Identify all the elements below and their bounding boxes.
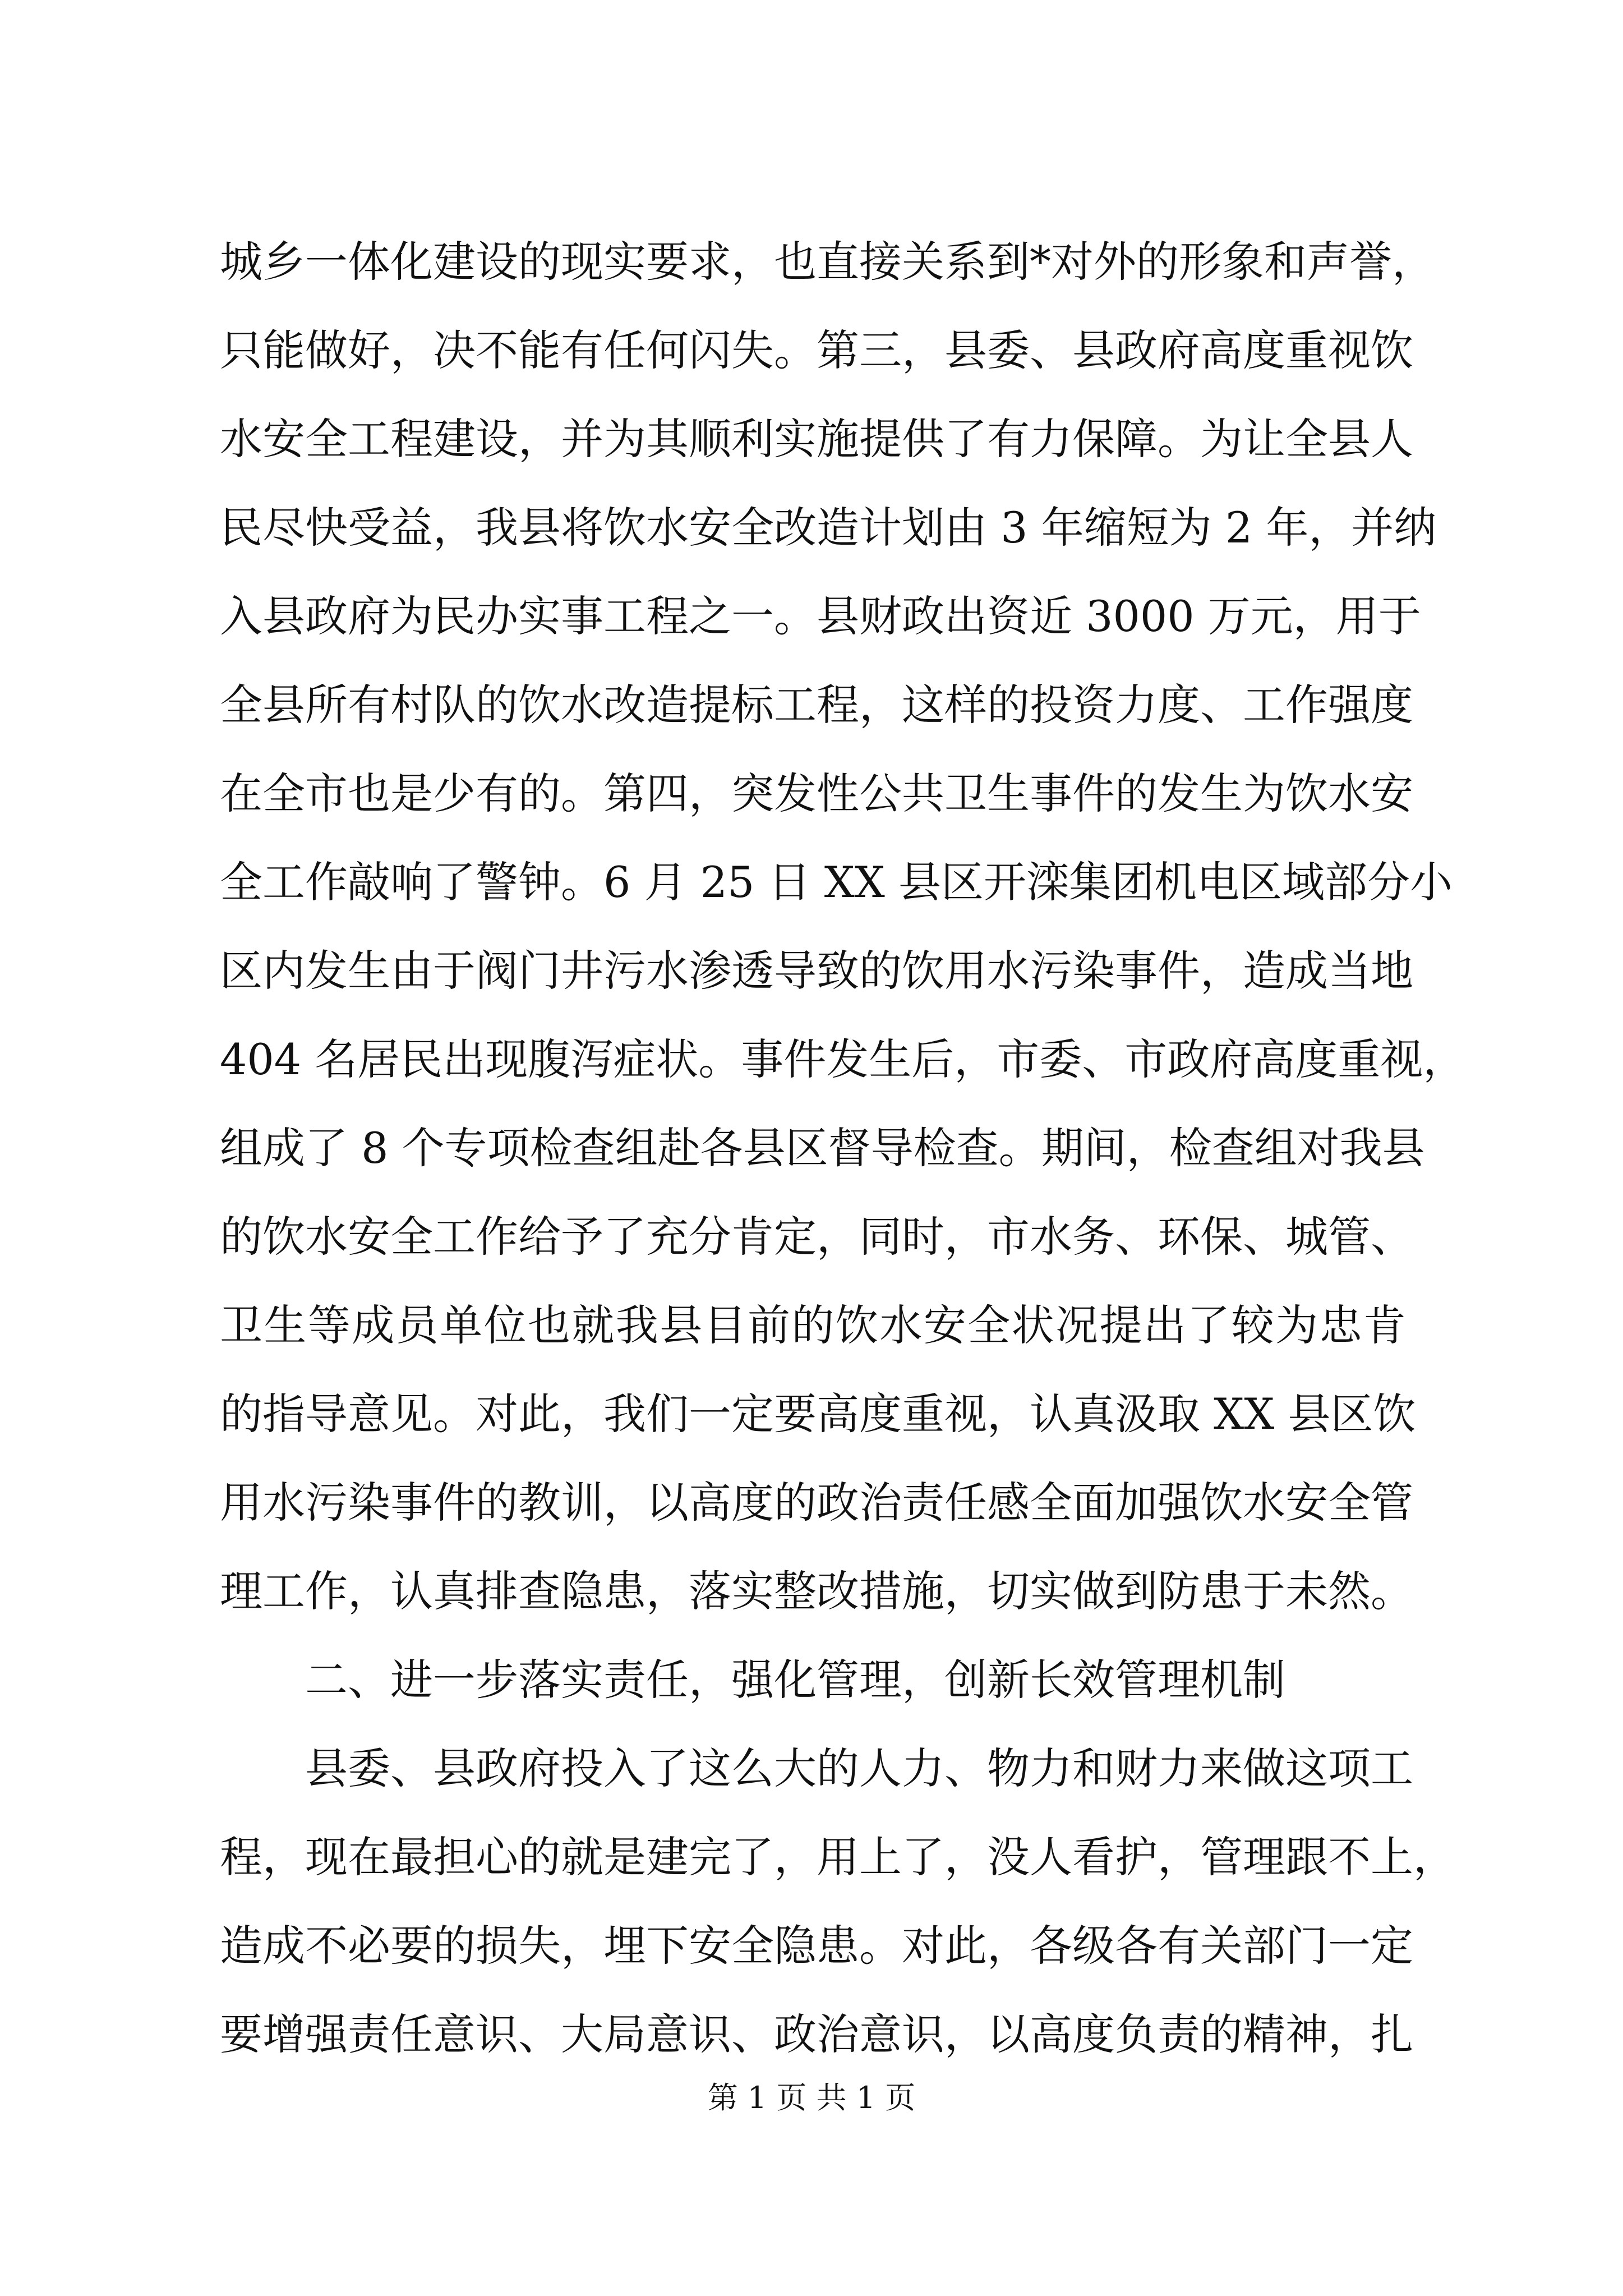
text-line: 造成不必要的损失，埋下安全隐患。对此，各级各有关部门一定 <box>220 1921 1413 1971</box>
text-line: 全工作敲响了警钟。6 月 25 日 XX 县区开滦集团机电区域部分小 <box>220 857 1453 907</box>
text-line: 区内发生由于阀门井污水渗透导致的饮用水污染事件，造成当地 <box>220 946 1413 996</box>
text-line: 水安全工程建设，并为其顺利实施提供了有力保障。为让全县人 <box>220 414 1413 464</box>
text-line: 组成了 8 个专项检查组赴各县区督导检查。期间，检查组对我县 <box>220 1123 1425 1173</box>
text-line: 在全市也是少有的。第四，突发性公共卫生事件的发生为饮水安 <box>220 769 1413 818</box>
text-line: 理工作，认真排查隐患，落实整改措施，切实做到防患于未然。 <box>220 1566 1413 1616</box>
text-line: 入县政府为民办实事工程之一。县财政出资近 3000 万元，用于 <box>220 591 1421 641</box>
text-line: 县委、县政府投入了这么大的人力、物力和财力来做这项工 <box>305 1743 1413 1793</box>
paragraph-1 <box>220 218 1466 1636</box>
text-line: 程，现在最担心的就是建完了，用上了，没人看护，管理跟不上， <box>220 1832 1456 1882</box>
text-line: 只能做好，决不能有任何闪失。第三，县委、县政府高度重视饮 <box>220 325 1413 375</box>
text-line: 的指导意见。对此，我们一定要高度重视，认真汲取 XX 县区饮 <box>220 1389 1416 1439</box>
document-body <box>220 218 1466 2079</box>
text-line: 全县所有村队的饮水改造提标工程，这样的投资力度、工作强度 <box>220 680 1413 730</box>
text-line: 民尽快受益，我县将饮水安全改造计划由 3 年缩短为 2 年，并纳 <box>220 503 1437 553</box>
section-heading: 二、进一步落实责任，强化管理，创新长效管理机制 <box>305 1655 1285 1705</box>
text-line: 要增强责任意识、大局意识、政治意识，以高度负责的精神，扎 <box>220 2009 1413 2059</box>
text-line: 用水污染事件的教训，以高度的政治责任感全面加强饮水安全管 <box>220 1478 1413 1527</box>
text-line: 404 名居民出现腹泻症状。事件发生后，市委、市政府高度重视， <box>220 1034 1466 1084</box>
page-footer: 第 1 页 共 1 页 <box>707 2080 916 2115</box>
text-line: 的饮水安全工作给予了充分肯定，同时，市水务、环保、城管、 <box>220 1212 1413 1262</box>
text-line: 城乡一体化建设的现实要求，也直接关系到*对外的形象和声誉， <box>220 237 1435 287</box>
text-line: 卫生等成员单位也就我县目前的饮水安全状况提出了较为忠肯 <box>220 1300 1406 1350</box>
paragraph-2 <box>220 1724 1456 2079</box>
